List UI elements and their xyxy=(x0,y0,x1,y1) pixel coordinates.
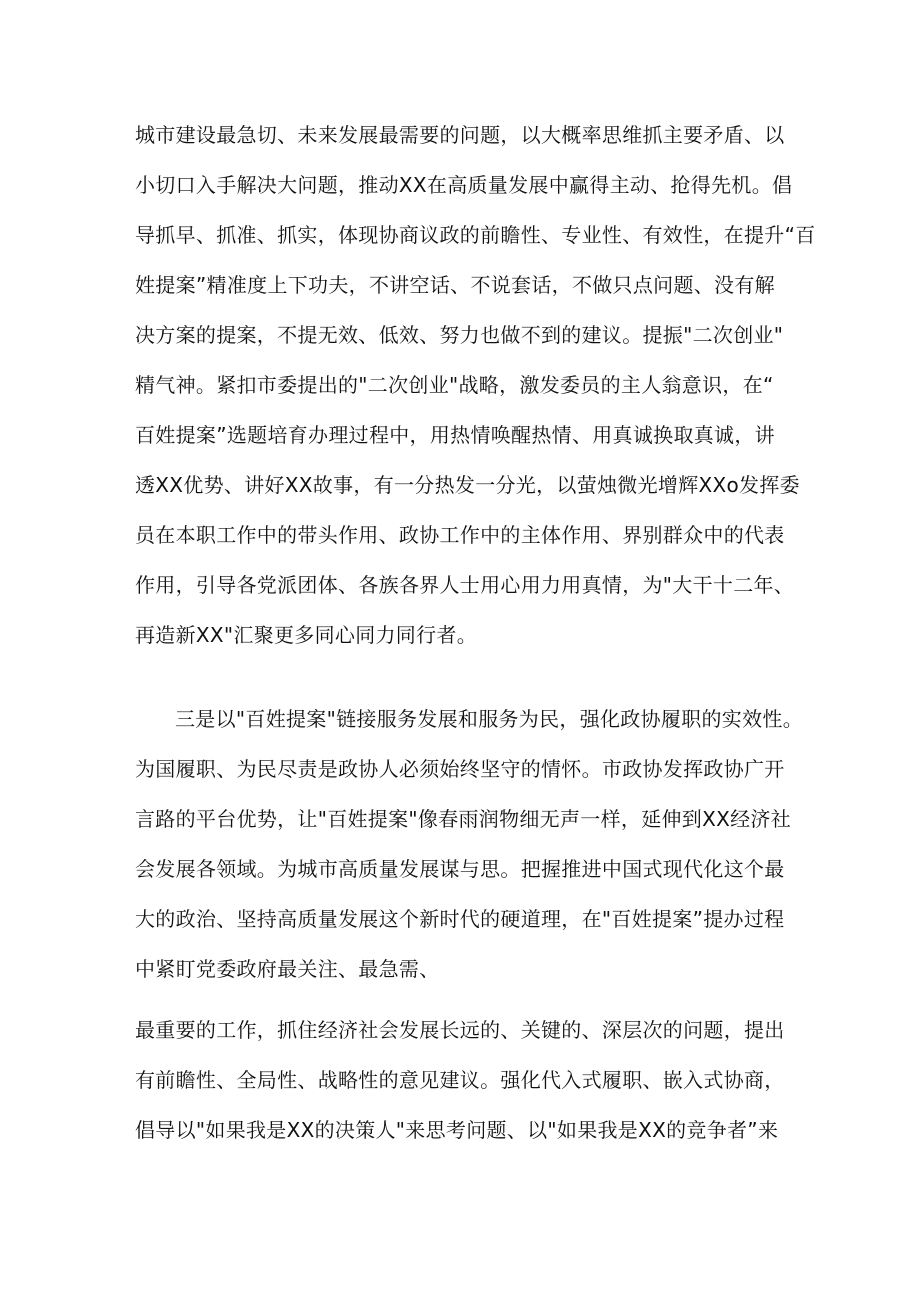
text-line: 姓提案”精准度上下功夫，不讲空话、不说套话，不做只点问题、没有解 xyxy=(135,273,775,297)
text-line: 导抓早、抓准、抓实，体现协商议政的前瞻性、专业性、有效性，在提升“百 xyxy=(135,223,816,247)
text-line: 会发展各领域。为城市高质量发展谋与思。把握推进中国式现代化这个最 xyxy=(135,857,785,881)
paragraph-continuation xyxy=(135,110,816,660)
text-line: 倡导以"如果我是XX的决策人"来思考问题、以"如果我是XX的竞争者”来 xyxy=(135,1118,779,1142)
text-line: 精气神。紧扣市委提出的"二次创业"战略，激发委员的主人翁意识，在“ xyxy=(135,373,774,397)
text-line: 再造新XX"汇聚更多同心同力同行者。 xyxy=(135,623,478,647)
text-line-first: 三是以"百姓提案"链接服务发展和服务为民，强化政协履职的实效性。 xyxy=(175,707,803,731)
text-line: 言路的平台优势，让"百姓提案"像春雨润物细无声一样，延伸到XX经济社 xyxy=(135,807,791,831)
paragraph-continued xyxy=(135,1005,795,1155)
text-line: 小切口入手解决大问题，推动XX在高质量发展中赢得主动、抢得先机。倡 xyxy=(135,173,793,197)
text-line: 决方案的提案，不提无效、低效、努力也做不到的建议。提振"二次创业" xyxy=(135,323,784,347)
text-line: 百姓提案”选题培育办理过程中，用热情唤醒热情、用真诚换取真诚，讲 xyxy=(135,423,775,447)
text-line: 员在本职工作中的带头作用、政协工作中的主体作用、界别群众中的代表 xyxy=(135,523,785,547)
text-line: 中紧盯党委政府最关注、最急需、 xyxy=(135,957,440,981)
text-line: 大的政治、坚持高质量发展这个新时代的硬道理，在"百姓提案”提办过程 xyxy=(135,907,785,931)
text-line: 透XX优势、讲好XX故事，有一分热发一分光，以萤烛微光增辉XXo发挥委 xyxy=(135,473,800,497)
text-line: 为国履职、为民尽责是政协人必须始终坚守的情怀。市政协发挥政协广开 xyxy=(135,757,785,781)
paragraph-section-three xyxy=(135,694,803,994)
text-line: 有前瞻性、全局性、战略性的意见建议。强化代入式履职、嵌入式协商， xyxy=(135,1068,785,1092)
text-line: 最重要的工作，抓住经济社会发展长远的、关键的、深层次的问题，提出 xyxy=(135,1018,785,1042)
text-line: 作用，引导各党派团体、各族各界人士用心用力用真情，为"大干十二年、 xyxy=(135,573,795,597)
text-line: 城市建设最急切、未来发展最需要的问题，以大概率思维抓主要矛盾、以 xyxy=(135,123,785,147)
